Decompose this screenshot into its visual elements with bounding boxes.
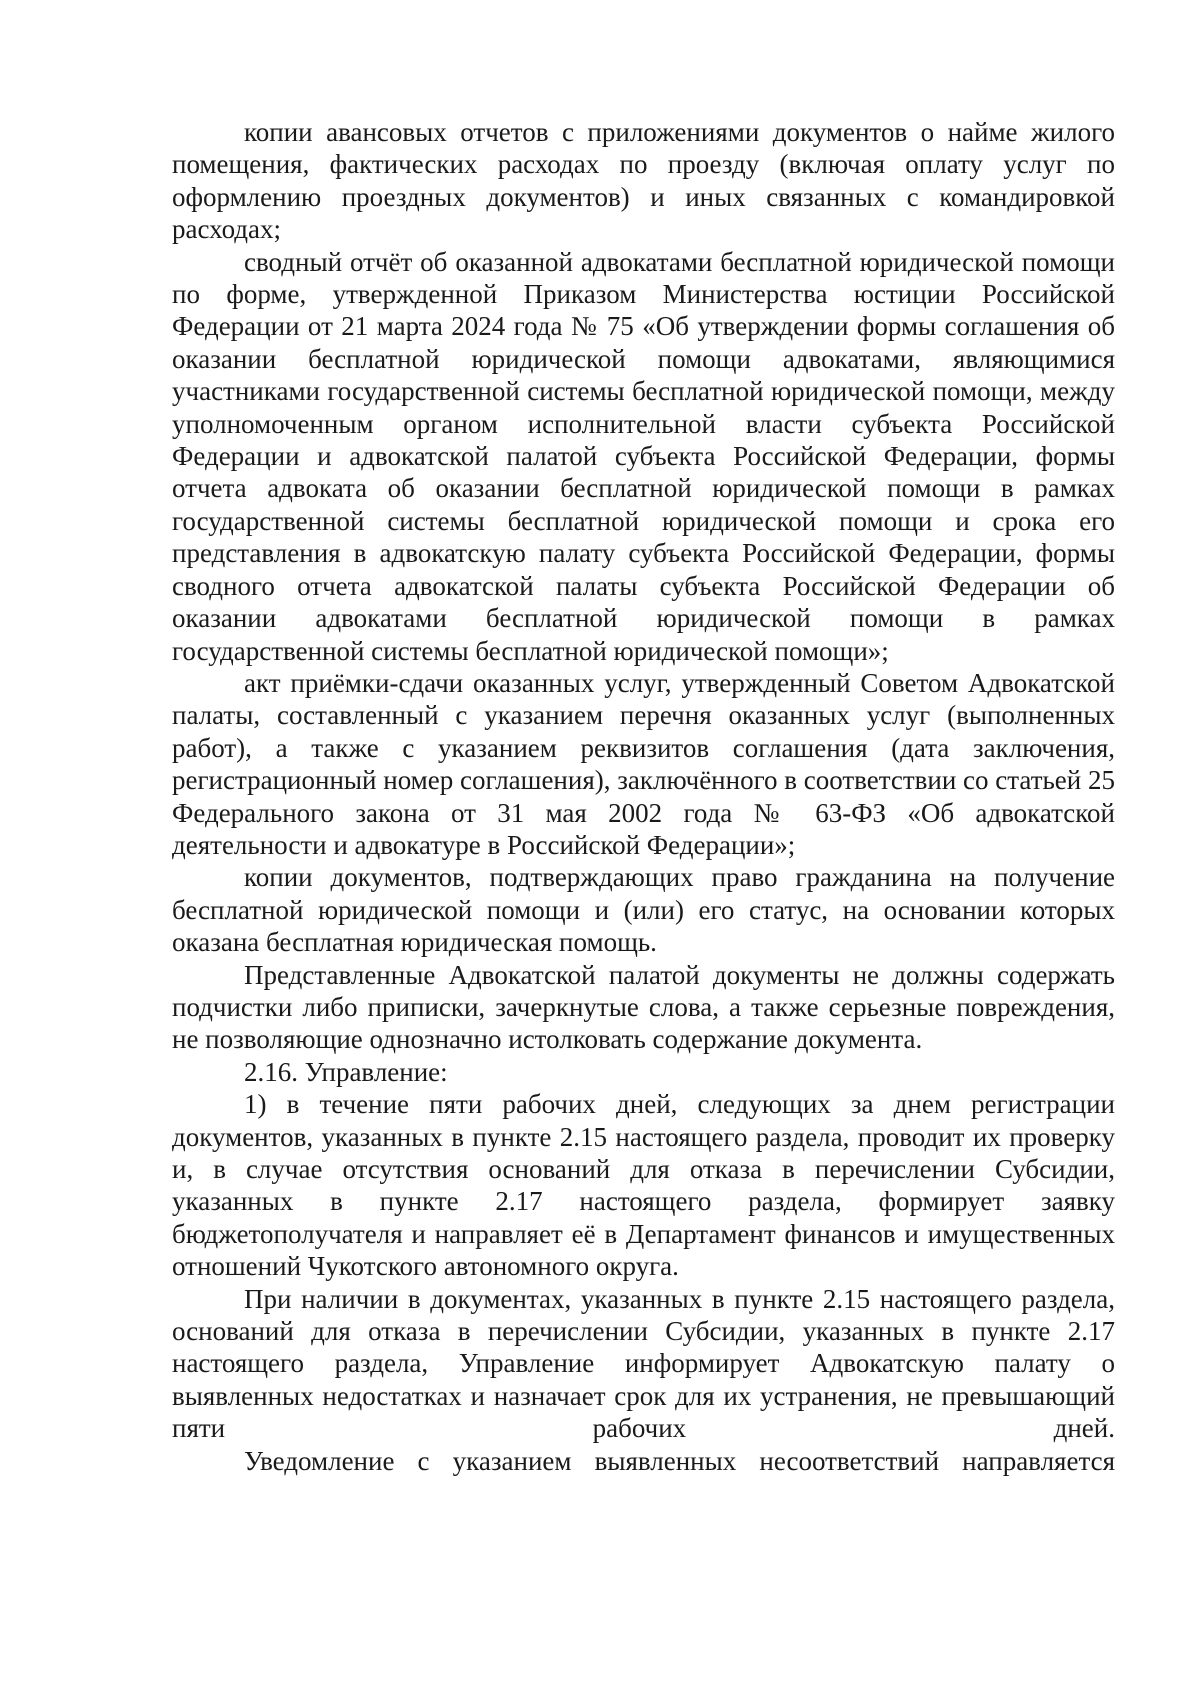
section-heading-2-16: 2.16. Управление: [244, 1056, 448, 1087]
paragraph-document-requirements: Представленные Адвокатской палатой документы не должны содержать подчистки либо приписки, зачеркнутые слова, а также серьезные повреждения, не позволяющие однозначно истолковать содержание документа. [172, 959, 1115, 1055]
paragraph-deficiencies: При наличии в документах, указанных в пункте 2.15 настоящего раздела, оснований для отказа в перечислении Субсидии, указанных в пункте 2.17 настоящего раздела, Управление информирует Адвокатскую палату о выявленных недостатках и назначает срок для их устранения, не превышающий пяти рабочих дней. [172, 1283, 1115, 1444]
paragraph-item-1: 1) в течение пяти рабочих дней, следующих за днем регистрации документов, указанных в пункте 2.15 настоящего раздела, проводит их проверку и, в случае отсутствия оснований для отказа в перечислении Субсидии, указанных в пункте 2.17 настоящего раздела, формирует заявку бюджетополучателя и направляет её в Департамент финансов и имущественных отношений Чукотского автономного округа. [172, 1089, 1115, 1282]
paragraph-advance-reports: копии авансовых отчетов с приложениями документов о найме жилого помещения, фактических расходах по проезду (включая оплату услуг по оформлению проездных документов) и иных связанных с командировкой расходах; [172, 117, 1115, 245]
paragraph-summary-report: сводный отчёт об оказанной адвокатами бесплатной юридической помощи по форме, утвержденной Приказом Министерства юстиции Российской Федерации от 21 марта 2024 года № 75 «Об утверждении формы соглашения об оказании бесплатной юридической помощи адвокатами, являющимися участниками государственной системы бесплатной юридической помощи, между уполномоченным органом исполнительной власти субъекта Российской Федерации и адвокатской палатой субъекта Российской Федерации, формы отчета адвоката об оказании бесплатной юридической помощи в рамках государственной системы бесплатной юридической помощи и срока его представления в адвокатскую палату субъекта Российской Федерации, формы сводного отчета адвокатской палаты субъекта Российской Федерации об оказании адвокатами бесплатной юридической помощи в рамках государственной системы бесплатной юридической помощи»; [172, 246, 1115, 666]
paragraph-citizen-documents: копии документов, подтверждающих право гражданина на получение бесплатной юридической помощи и (или) его статус, на основании которых оказана бесплатная юридическая помощь. [172, 862, 1115, 958]
document-body [172, 116, 1115, 1477]
paragraph-acceptance-act: акт приёмки-сдачи оказанных услуг, утвержденный Советом Адвокатской палаты, составленный с указанием перечня оказанных услуг (выполненных работ), а также с указанием реквизитов соглашения (дата заключения, регистрационный номер соглашения), заключённого в соответствии со статьей 25 Федерального закона от 31 мая 2002 года № 63-ФЗ «Об адвокатской деятельности и адвокатуре в Российской Федерации»; [172, 667, 1115, 860]
paragraph-notification: Уведомление с указанием выявленных несоответствий направляется [244, 1445, 1115, 1476]
